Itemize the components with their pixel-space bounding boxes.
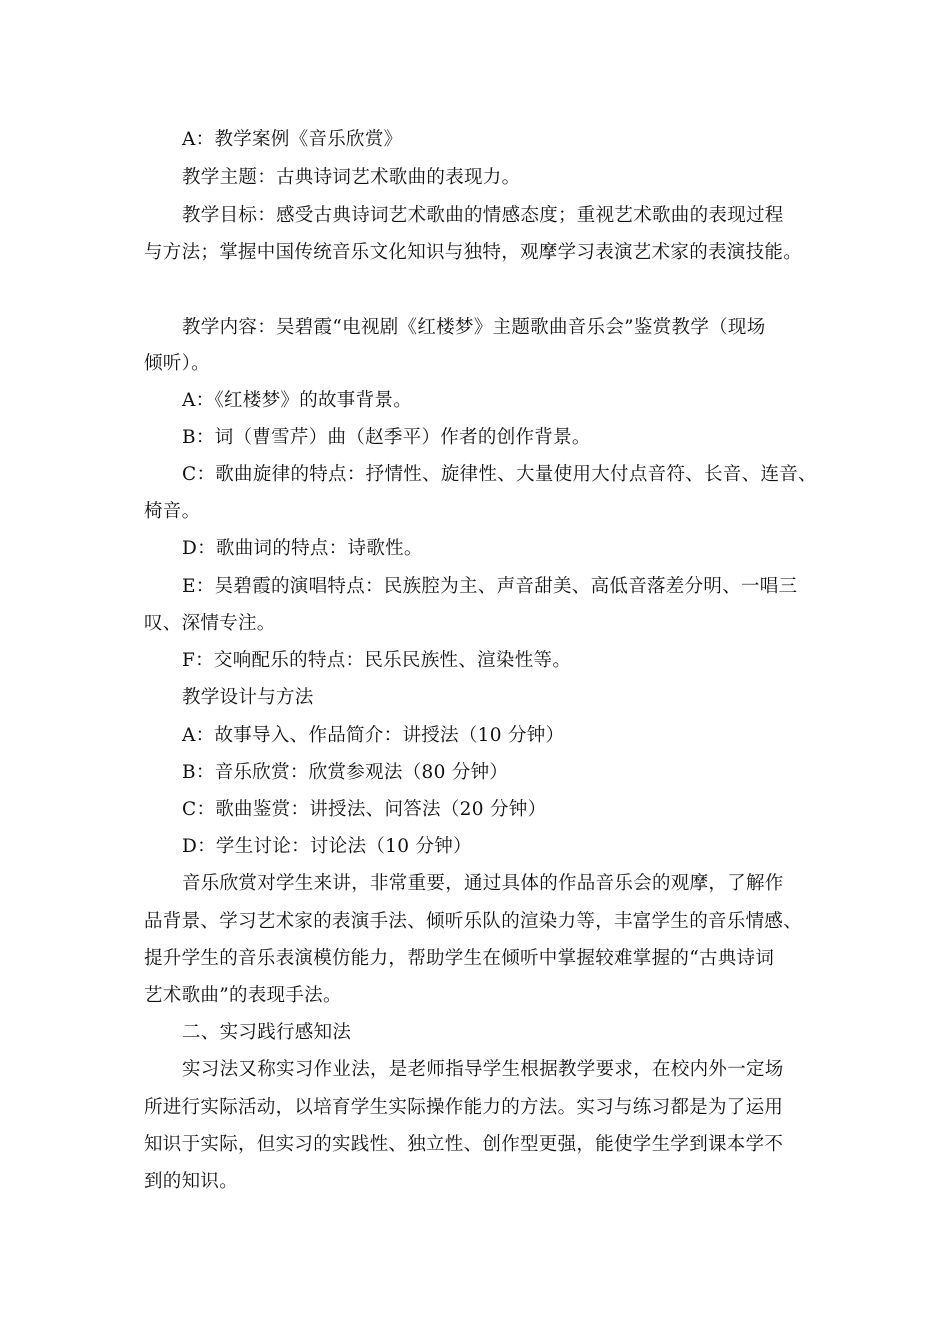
text-line: 到的知识。 — [144, 1171, 239, 1192]
text-line: 提升学生的音乐表演模仿能力，帮助学生在倾听中掌握较难掌握的“古典诗词 — [144, 948, 775, 969]
text-line: C：歌曲旋律的特点：抒情性、旋律性、大量使用大付点音符、长音、连音、 — [182, 464, 817, 485]
text-line: 教学内容：吴碧霞“电视剧《红楼梦》主题歌曲音乐会”鉴赏教学（现场 — [182, 317, 766, 338]
text-line: 艺术歌曲”的表现手法。 — [144, 985, 342, 1006]
text-line: 音乐欣赏对学生来讲，非常重要，通过具体的作品音乐会的观摩，了解作 — [182, 873, 784, 894]
text-line: B：词（曹雪芹）曲（赵季平）作者的创作背景。 — [182, 427, 591, 448]
text-line: A：故事导入、作品简介：讲授法（10 分钟） — [182, 725, 565, 746]
text-line: F：交响配乐的特点：民乐民族性、渲染性等。 — [182, 650, 572, 671]
text-line: 教学设计与方法 — [182, 687, 314, 708]
text-line: C：歌曲鉴赏：讲授法、问答法（20 分钟） — [182, 799, 547, 820]
text-line: 叹、深情专注。 — [144, 613, 276, 634]
text-line: 教学主题：古典诗词艺术歌曲的表现力。 — [182, 167, 521, 188]
text-line: A：《红楼梦》的故事背景。 — [182, 390, 413, 411]
text-line: 知识于实际，但实习的实践性、独立性、创作型更强，能使学生学到课本学不 — [144, 1134, 784, 1155]
text-line: B：音乐欣赏：欣赏参观法（80 分钟） — [182, 762, 509, 783]
text-line: 品背景、学习艺术家的表演手法、倾听乐队的渲染力等，丰富学生的音乐情感、 — [144, 911, 803, 932]
text-line: 教学目标：感受古典诗词艺术歌曲的情感态度；重视艺术歌曲的表现过程 — [182, 205, 784, 226]
text-line: D：歌曲词的特点：诗歌性。 — [182, 538, 423, 559]
text-line: D：学生讨论：讨论法（10 分钟） — [182, 836, 472, 857]
text-line: 椅音。 — [144, 501, 201, 522]
text-line: 实习法又称实习作业法，是老师指导学生根据教学要求，在校内外一定场 — [182, 1059, 784, 1080]
text-line: A：教学案例《音乐欣赏》 — [182, 129, 403, 150]
text-line: 所进行实际活动，以培育学生实际操作能力的方法。实习与练习都是为了运用 — [144, 1097, 784, 1118]
text-line: 与方法；掌握中国传统音乐文化知识与独特，观摩学习表演艺术家的表演技能。 — [144, 242, 803, 263]
text-line: 倾听）。 — [144, 353, 210, 374]
section-heading: 二、实习践行感知法 — [182, 1022, 352, 1043]
text-line: E：吴碧霞的演唱特点：民族腔为主、声音甜美、高低音落差分明、一唱三 — [182, 576, 798, 597]
